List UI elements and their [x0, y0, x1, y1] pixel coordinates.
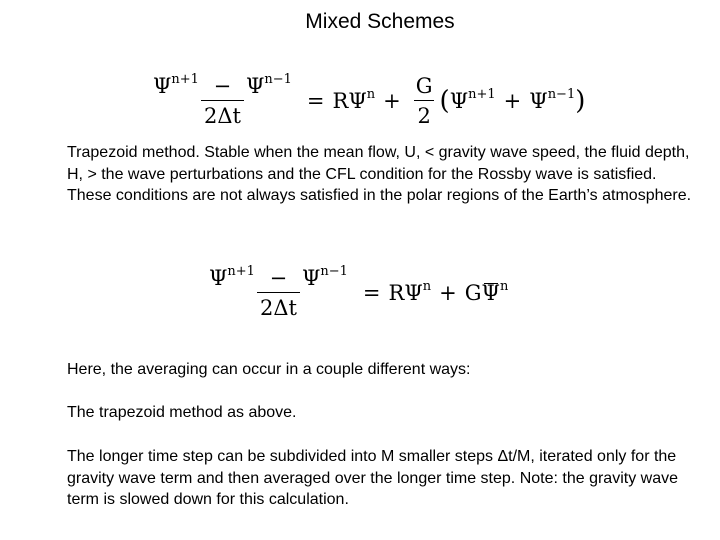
eq2-g: G	[464, 281, 482, 305]
eq2-psi-a: Ψ	[209, 266, 228, 290]
paragraph-trapezoid-above: The trapezoid method as above.	[67, 404, 297, 421]
paragraph-averaging-ways: Here, the averaging can occur in a couple different ways:	[67, 361, 471, 378]
eq2-equals: =	[362, 281, 381, 305]
eq1-lhs-fraction	[150, 74, 295, 128]
eq1-paren-psi1: $\Psi^{n+1}$	[449, 87, 496, 113]
eq1-psi-b: Ψ	[245, 74, 265, 98]
eq1-sup-b: n−1	[264, 72, 292, 87]
eq2-lhs-fraction	[206, 266, 351, 320]
eq1-two: 2	[414, 100, 433, 128]
eq1-paren-psi2: $\Psi^{n-1}$	[529, 87, 576, 113]
slide-title: Mixed Schemes	[305, 10, 455, 33]
equation-trapezoid	[146, 74, 585, 128]
eq1-plus: +	[383, 89, 401, 113]
eq2-plus: +	[439, 281, 457, 305]
eq1-minus: −	[213, 74, 232, 98]
eq1-g-fraction	[413, 74, 436, 128]
eq1-paren-plus: +	[503, 89, 522, 113]
eq2-psi-b: Ψ	[301, 266, 321, 290]
eq1-sup-a: n+1	[171, 72, 199, 87]
eq2-psibar: $\Psi^n$	[481, 279, 509, 305]
eq1-g: G	[415, 74, 433, 98]
paragraph-subdivided-steps: The longer time step can be subdivided into M smaller steps Δt/M, iterated only for the gravity wave term and then averaged over the longer time step. Note: the gravity wave term is slowed down for this calculation.	[67, 448, 678, 508]
eq2-lhs-numerator	[206, 266, 351, 292]
eq2-minus: −	[269, 266, 288, 290]
eq2-lhs-denominator: 2Δt	[257, 292, 300, 320]
eq1-equals: =	[306, 89, 325, 113]
equation-averaged	[202, 266, 508, 320]
eq2-sup-a: n+1	[227, 264, 255, 279]
eq1-paren-close: )	[575, 86, 586, 116]
paragraph-trapezoid: Trapezoid method. Stable when the mean flow, U, < gravity wave speed, the fluid depth, H, > the wave perturbations and the CFL condition for the Rossby wave is satisfied. These conditions are not always satisfied in the polar regions of the Earth’s atmosphere.	[67, 144, 692, 204]
eq2-rhs-term: $R\Psi^n$	[388, 279, 432, 305]
eq1-rhs-term: $R\Psi^n$	[332, 87, 376, 113]
eq1-psi-a: Ψ	[153, 74, 172, 98]
eq2-sup-b: n−1	[320, 264, 348, 279]
eq1-lhs-numerator	[150, 74, 295, 100]
eq1-lhs-denominator: 2Δt	[201, 100, 244, 128]
eq1-paren-open: (	[439, 86, 450, 116]
